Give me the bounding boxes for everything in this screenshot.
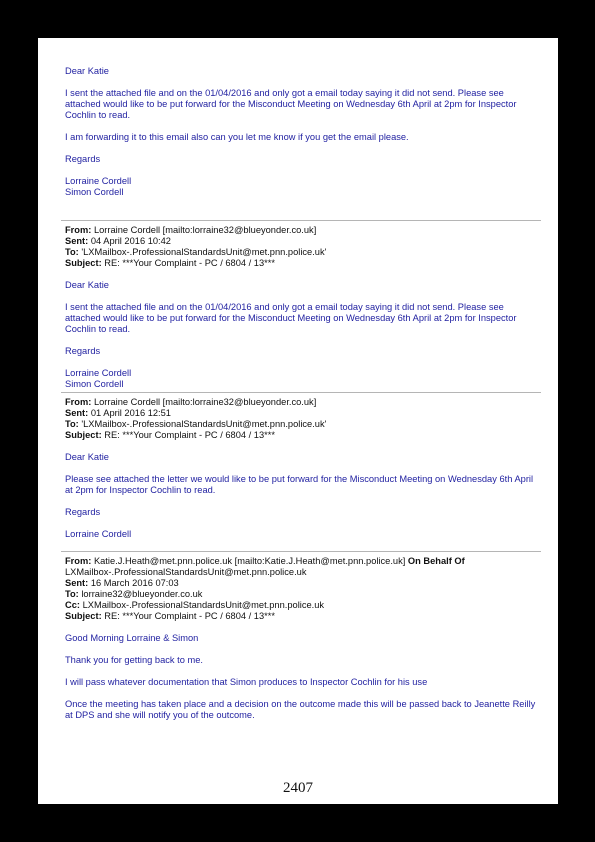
to-label: To: [65, 589, 79, 599]
paragraph: I sent the attached file and on the 01/04/2016 and only got a email today saying it did not send. Please see attached would like to be put forward for the Misconduct Meeting on Wednesday 6th April at 2pm for Inspector Cochlin to read. [65, 88, 517, 120]
greeting: Good Morning Lorraine & Simon [65, 633, 199, 643]
to-label: To: [65, 419, 79, 429]
separator-rule [61, 392, 541, 393]
email-header [65, 556, 541, 622]
message-body [65, 633, 541, 721]
email-thread [65, 66, 541, 721]
from-value: Lorraine Cordell [mailto:lorraine32@blueyonder.co.uk] [93, 225, 317, 235]
paragraph: I sent the attached file and on the 01/04/2016 and only got a email today saying it did not send. Please see attached would like to be put forward for the Misconduct Meeting on Wednesday 6th April at 2pm for Inspector Cochlin to read. [65, 302, 517, 334]
paragraph: I am forwarding it to this email also can you let me know if you get the email please. [65, 132, 409, 142]
regards: Regards [65, 346, 101, 356]
signature-line: Simon Cordell [65, 187, 124, 197]
sent-value: 01 April 2016 12:51 [90, 408, 171, 418]
greeting: Dear Katie [65, 280, 109, 290]
message-body [65, 280, 541, 390]
sent-label: Sent: [65, 408, 89, 418]
sent-value: 16 March 2016 07:03 [90, 578, 179, 588]
paragraph: Once the meeting has taken place and a decision on the outcome made this will be passed back to Jeanette Reilly at DPS and she will notify you of the outcome. [65, 699, 536, 720]
subject-value: RE: ***Your Complaint - PC / 6804 / 13*** [104, 258, 275, 268]
message-body [65, 452, 541, 540]
from-value: Katie.J.Heath@met.pnn.police.uk [mailto:Katie.J.Heath@met.pnn.police.uk] [93, 556, 406, 566]
email-header [65, 225, 541, 269]
cc-value: LXMailbox-.ProfessionalStandardsUnit@met.pnn.police.uk [82, 600, 325, 610]
from-label: From: [65, 225, 92, 235]
from-label: From: [65, 397, 92, 407]
cc-label: Cc: [65, 600, 80, 610]
subject-label: Subject: [65, 258, 102, 268]
subject-label: Subject: [65, 430, 102, 440]
to-label: To: [65, 247, 79, 257]
signature-line: Lorraine Cordell [65, 368, 132, 378]
paragraph: Thank you for getting back to me. [65, 655, 203, 665]
page-number: 2407 [283, 780, 313, 796]
document-page [38, 38, 558, 804]
paragraph: I will pass whatever documentation that Simon produces to Inspector Cochlin for his use [65, 677, 428, 687]
to-value: 'LXMailbox-.ProfessionalStandardsUnit@met.pnn.police.uk' [81, 419, 327, 429]
signature-line: Lorraine Cordell [65, 529, 132, 539]
on-behalf-label: On Behalf Of [407, 556, 465, 566]
sent-value: 04 April 2016 10:42 [90, 236, 171, 246]
from-label: From: [65, 556, 92, 566]
subject-value: RE: ***Your Complaint - PC / 6804 / 13*** [104, 611, 275, 621]
on-behalf-value: LXMailbox-.ProfessionalStandardsUnit@met.pnn.police.uk [65, 567, 307, 577]
sent-label: Sent: [65, 578, 89, 588]
to-value: 'LXMailbox-.ProfessionalStandardsUnit@met.pnn.police.uk' [81, 247, 327, 257]
signature-line: Lorraine Cordell [65, 176, 132, 186]
regards: Regards [65, 507, 101, 517]
greeting: Dear Katie [65, 66, 109, 76]
signature-line: Simon Cordell [65, 379, 124, 389]
paragraph: Please see attached the letter we would like to be put forward for the Misconduct Meeting on Wednesday 6th April at 2pm for Inspector Cochlin to read. [65, 474, 534, 495]
from-value: Lorraine Cordell [mailto:lorraine32@blueyonder.co.uk] [93, 397, 317, 407]
separator-rule [61, 220, 541, 221]
message-body-top [65, 66, 541, 198]
subject-label: Subject: [65, 611, 102, 621]
greeting: Dear Katie [65, 452, 109, 462]
separator-rule [61, 551, 541, 552]
email-header [65, 397, 541, 441]
to-value: lorraine32@blueyonder.co.uk [81, 589, 203, 599]
sent-label: Sent: [65, 236, 89, 246]
regards: Regards [65, 154, 101, 164]
subject-value: RE: ***Your Complaint - PC / 6804 / 13*** [104, 430, 275, 440]
